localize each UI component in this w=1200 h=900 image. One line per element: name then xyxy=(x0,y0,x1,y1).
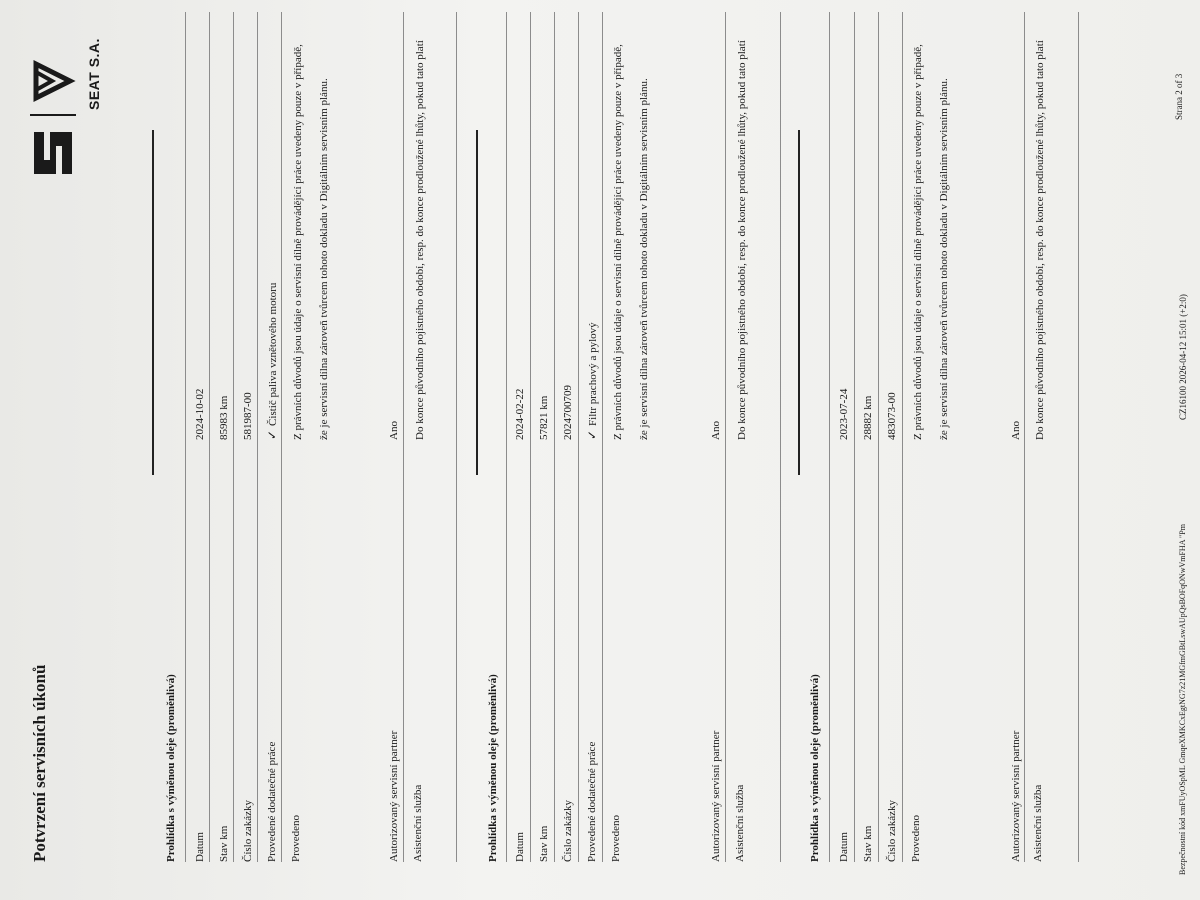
label-asistence: Asistenční služba xyxy=(1032,784,1044,862)
row-divider xyxy=(456,12,457,862)
section-rule xyxy=(476,130,478,475)
checkmark-icon: ✓ xyxy=(585,429,599,440)
label-stav-km: Stav km xyxy=(862,825,874,862)
label-dodatecne: Provedené dodatečné práce xyxy=(266,741,278,862)
label-cislo-zakazky: Číslo zakázky xyxy=(886,799,898,862)
seat-logo xyxy=(22,22,122,182)
row-divider xyxy=(725,12,726,862)
row-divider xyxy=(185,12,186,862)
value-stav-km: 57821 km xyxy=(538,395,550,440)
value-provedeno: Z právních důvodů jsou údaje o servisní dílně provádějící práce uvedeny pouze v případě, že je servisní dílna zároveň tvůrcem tohoto dokladu v Digitálním servisním plánu. xyxy=(612,44,650,440)
label-stav-km: Stav km xyxy=(538,825,550,862)
value-partner: Ano xyxy=(1010,421,1022,440)
document-title: Potvrzení servisních úkonů xyxy=(30,664,49,862)
value-provedeno: Z právních důvodů jsou údaje o servisní dílně provádějící práce uvedeny pouze v případě, že je servisní dílna zároveň tvůrcem tohoto dokladu v Digitálním servisním plánu. xyxy=(912,44,950,440)
section-title: Prohlídka s výměnou oleje (proměnlivá) xyxy=(487,674,499,862)
label-datum: Datum xyxy=(514,832,526,862)
value-datum: 2023-07-24 xyxy=(838,388,850,440)
row-divider xyxy=(780,12,781,862)
label-provedeno: Provedeno xyxy=(290,814,302,862)
value-dodatecne-text: Filtr prachový a pylový xyxy=(587,322,599,426)
value-partner: Ano xyxy=(388,421,400,440)
section-title: Prohlídka s výměnou oleje (proměnlivá) xyxy=(165,674,177,862)
value-stav-km: 85983 km xyxy=(218,395,230,440)
label-partner: Autorizovaný servisní partner xyxy=(710,730,722,862)
label-cislo-zakazky: Číslo zakázky xyxy=(242,799,254,862)
label-dodatecne: Provedené dodatečné práce xyxy=(586,741,598,862)
row-divider xyxy=(829,12,830,862)
row-divider xyxy=(1024,12,1025,862)
section-rule xyxy=(152,130,154,475)
document-id: CZ16100 2026-04-12 15:01 (+2:0) xyxy=(1178,294,1188,420)
page-number: Strana 2 of 3 xyxy=(1174,73,1184,120)
row-divider xyxy=(403,12,404,862)
value-partner: Ano xyxy=(710,421,722,440)
value-datum: 2024-10-02 xyxy=(194,388,206,440)
row-divider xyxy=(257,12,258,862)
value-asistence: Do konce původního pojistného období, resp. do konce prodloužené lhůty, pokud tato platí xyxy=(736,40,748,440)
security-code: Bezpečnostní kód xmFUyOSpML GmqeXMKCxEgtNG7z21MGfmGBtLswAUpQsBOFqONwVmFHA "Pm xyxy=(1178,524,1187,875)
label-partner: Autorizovaný servisní partner xyxy=(1010,730,1022,862)
label-datum: Datum xyxy=(838,832,850,862)
label-provedeno: Provedeno xyxy=(910,814,922,862)
row-divider xyxy=(602,12,603,862)
label-stav-km: Stav km xyxy=(218,825,230,862)
row-divider xyxy=(281,12,282,862)
seat-logo-icon xyxy=(22,22,92,182)
value-stav-km: 28882 km xyxy=(862,395,874,440)
value-cislo-zakazky: 581987-00 xyxy=(242,392,254,440)
company-name: SEAT S.A. xyxy=(86,38,102,110)
value-cislo-zakazky: 483073-00 xyxy=(886,392,898,440)
value-cislo-zakazky: 2024700709 xyxy=(562,385,574,440)
label-partner: Autorizovaný servisní partner xyxy=(388,730,400,862)
row-divider xyxy=(209,12,210,862)
label-asistence: Asistenční služba xyxy=(734,784,746,862)
label-asistence: Asistenční služba xyxy=(412,784,424,862)
checkmark-icon: ✓ xyxy=(265,429,279,440)
value-asistence: Do konce původního pojistného období, resp. do konce prodloužené lhůty, pokud tato platí xyxy=(414,40,426,440)
section-rule xyxy=(798,130,800,475)
row-divider xyxy=(233,12,234,862)
row-divider xyxy=(1078,12,1079,862)
label-datum: Datum xyxy=(194,832,206,862)
section-title: Prohlídka s výměnou oleje (proměnlivá) xyxy=(809,674,821,862)
label-cislo-zakazky: Číslo zakázky xyxy=(562,799,574,862)
value-dodatecne-text: Čistič paliva vznětového motoru xyxy=(267,282,279,426)
value-datum: 2024-02-22 xyxy=(514,388,526,440)
value-asistence: Do konce původního pojistného období, resp. do konce prodloužené lhůty, pokud tato platí xyxy=(1034,40,1046,440)
label-provedeno: Provedeno xyxy=(610,814,622,862)
value-provedeno: Z právních důvodů jsou údaje o servisní dílně provádějící práce uvedeny pouze v případě, že je servisní dílna zároveň tvůrcem tohoto dokladu v Digitálním servisním plánu. xyxy=(292,44,330,440)
row-divider xyxy=(902,12,903,862)
